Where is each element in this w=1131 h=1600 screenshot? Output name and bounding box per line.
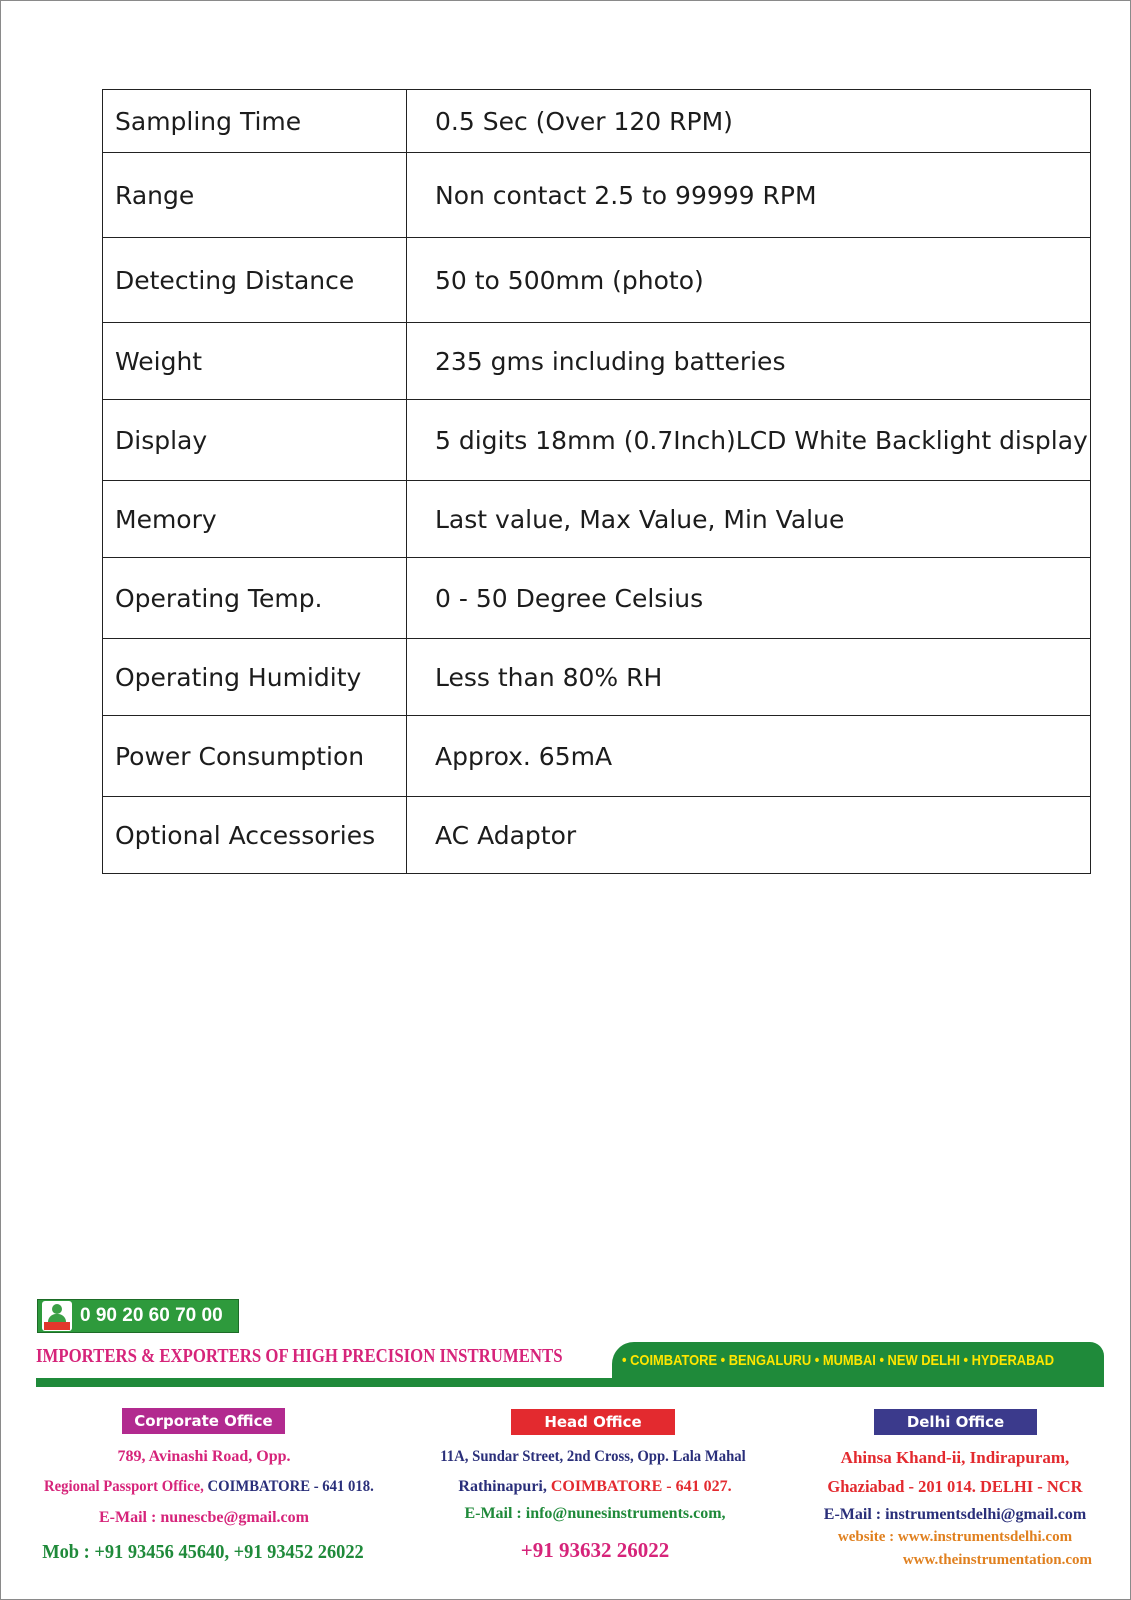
table-row	[103, 323, 1091, 400]
corporate-email: E-Mail : nunescbe@gmail.com	[99, 1509, 309, 1526]
spec-label: Operating Humidity	[103, 639, 407, 716]
table-row	[103, 153, 1091, 238]
spec-value: 0.5 Sec (Over 120 RPM)	[407, 90, 1091, 153]
spec-label: Power Consumption	[103, 716, 407, 797]
spec-value: 235 gms including batteries	[407, 323, 1091, 400]
head-email: E-Mail : info@nunesinstruments.com,	[464, 1505, 726, 1522]
table-row	[103, 716, 1091, 797]
table-row	[103, 400, 1091, 481]
specifications-table	[102, 89, 1091, 874]
delhi-website-2: www.theinstrumentation.com	[902, 1552, 1092, 1568]
spec-label: Optional Accessories	[103, 797, 407, 874]
divider-line	[36, 1378, 1104, 1387]
head-phone: +91 93632 26022	[520, 1538, 670, 1562]
corporate-address-line2: Regional Passport Office, COIMBATORE - 641 018.	[44, 1478, 374, 1495]
cities-bar	[612, 1342, 1104, 1378]
delhi-office-tag: Delhi Office	[874, 1409, 1037, 1435]
company-tagline: IMPORTERS & EXPORTERS OF HIGH PRECISION INSTRUMENTS	[36, 1346, 563, 1367]
spec-value: Last value, Max Value, Min Value	[407, 481, 1091, 558]
customer-service-icon	[42, 1301, 72, 1331]
spec-value: 5 digits 18mm (0.7Inch)LCD White Backlight display	[407, 400, 1091, 481]
spec-label: Memory	[103, 481, 407, 558]
delhi-website-1: website : www.instrumentsdelhi.com	[837, 1529, 1073, 1545]
table-row	[103, 639, 1091, 716]
corporate-mobile: Mob : +91 93456 45640, +91 93452 26022	[42, 1541, 364, 1563]
head-address-line1: 11A, Sundar Street, 2nd Cross, Opp. Lala Mahal	[440, 1448, 746, 1465]
table-row	[103, 797, 1091, 874]
table-row	[103, 558, 1091, 639]
table-row	[103, 90, 1091, 153]
spec-label: Range	[103, 153, 407, 238]
phone-number: 0 90 20 60 70 00	[80, 1305, 223, 1326]
spec-label: Sampling Time	[103, 90, 407, 153]
table-row	[103, 238, 1091, 323]
spec-label: Display	[103, 400, 407, 481]
spec-value: 50 to 500mm (photo)	[407, 238, 1091, 323]
head-address-line2: Rathinapuri, COIMBATORE - 641 027.	[458, 1478, 732, 1495]
corporate-address-line1: 789, Avinashi Road, Opp.	[117, 1448, 291, 1465]
delhi-address-line1: Ahinsa Khand-ii, Indirapuram,	[840, 1448, 1070, 1467]
spec-value: AC Adaptor	[407, 797, 1091, 874]
cities-list: • COIMBATORE • BENGALURU • MUMBAI • NEW DELHI • HYDERABAD	[622, 1351, 1055, 1369]
spec-value: Approx. 65mA	[407, 716, 1091, 797]
table-row	[103, 481, 1091, 558]
delhi-address-line2: Ghaziabad - 201 014. DELHI - NCR	[827, 1477, 1083, 1496]
spec-label: Detecting Distance	[103, 238, 407, 323]
delhi-email: E-Mail : instrumentsdelhi@gmail.com	[823, 1506, 1087, 1523]
spec-value: Non contact 2.5 to 99999 RPM	[407, 153, 1091, 238]
corporate-office-tag: Corporate Office	[122, 1408, 285, 1434]
head-office-tag: Head Office	[511, 1409, 675, 1435]
spec-label: Operating Temp.	[103, 558, 407, 639]
spec-value: Less than 80% RH	[407, 639, 1091, 716]
phone-badge	[37, 1299, 239, 1333]
spec-value: 0 - 50 Degree Celsius	[407, 558, 1091, 639]
spec-label: Weight	[103, 323, 407, 400]
